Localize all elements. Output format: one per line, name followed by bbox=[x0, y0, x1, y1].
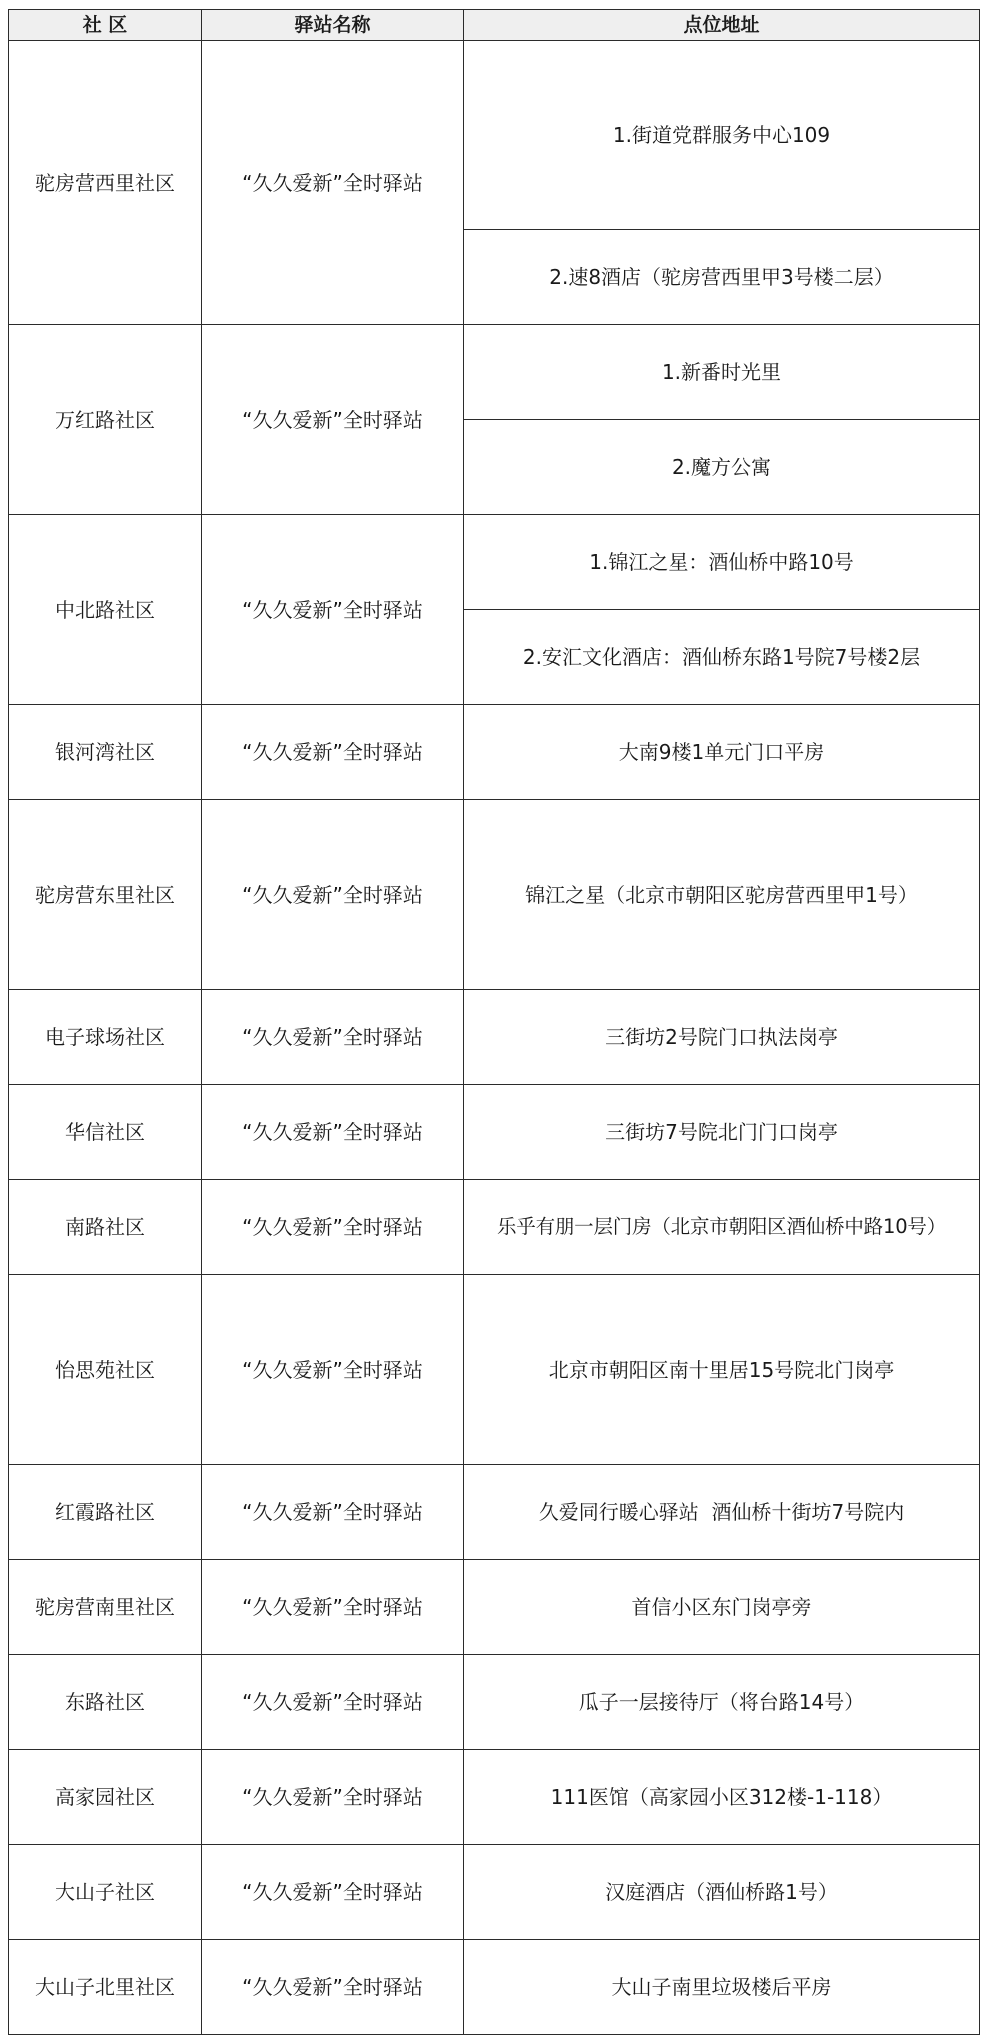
station-name-cell: “久久爱新”全时驿站 bbox=[202, 325, 464, 515]
address-cell: 1.锦江之星：酒仙桥中路10号 bbox=[464, 515, 980, 610]
address-cell: 111医馆（高家园小区312楼-1-118） bbox=[464, 1750, 980, 1845]
station-name-cell: “久久爱新”全时驿站 bbox=[202, 705, 464, 800]
community-cell: 中北路社区 bbox=[9, 515, 202, 705]
address-cell: 1.新番时光里 bbox=[464, 325, 980, 420]
header-address: 点位地址 bbox=[464, 10, 980, 41]
station-name-cell: “久久爱新”全时驿站 bbox=[202, 1275, 464, 1465]
station-name-cell: “久久爱新”全时驿站 bbox=[202, 1845, 464, 1940]
table-row bbox=[9, 1655, 980, 1750]
community-cell: 电子球场社区 bbox=[9, 990, 202, 1085]
address-cell: 汉庭酒店（酒仙桥路1号） bbox=[464, 1845, 980, 1940]
table-row bbox=[9, 800, 980, 990]
table-row bbox=[9, 1085, 980, 1180]
station-name-cell: “久久爱新”全时驿站 bbox=[202, 1560, 464, 1655]
station-name-cell: “久久爱新”全时驿站 bbox=[202, 1940, 464, 2035]
community-cell: 大山子社区 bbox=[9, 1845, 202, 1940]
community-cell: 高家园社区 bbox=[9, 1750, 202, 1845]
table-row bbox=[9, 1180, 980, 1275]
address-cell: 2.安汇文化酒店：酒仙桥东路1号院7号楼2层 bbox=[464, 610, 980, 705]
header-station-name: 驿站名称 bbox=[202, 10, 464, 41]
address-cell: 大山子南里垃圾楼后平房 bbox=[464, 1940, 980, 2035]
station-name-cell: “久久爱新”全时驿站 bbox=[202, 515, 464, 705]
table-row bbox=[9, 1275, 980, 1465]
station-name-cell: “久久爱新”全时驿站 bbox=[202, 41, 464, 325]
station-name-cell: “久久爱新”全时驿站 bbox=[202, 990, 464, 1085]
community-cell: 驼房营南里社区 bbox=[9, 1560, 202, 1655]
station-name-cell: “久久爱新”全时驿站 bbox=[202, 1465, 464, 1560]
address-cell: 2.速8酒店（驼房营西里甲3号楼二层） bbox=[464, 230, 980, 325]
community-cell: 怡思苑社区 bbox=[9, 1275, 202, 1465]
station-name-cell: “久久爱新”全时驿站 bbox=[202, 1085, 464, 1180]
community-cell: 南路社区 bbox=[9, 1180, 202, 1275]
station-name-cell: “久久爱新”全时驿站 bbox=[202, 1180, 464, 1275]
table-row bbox=[9, 325, 980, 420]
table-row bbox=[9, 515, 980, 610]
address-cell: 大南9楼1单元门口平房 bbox=[464, 705, 980, 800]
community-cell: 万红路社区 bbox=[9, 325, 202, 515]
table-row bbox=[9, 1465, 980, 1560]
address-cell: 久爱同行暖心驿站 酒仙桥十街坊7号院内 bbox=[464, 1465, 980, 1560]
table-row bbox=[9, 41, 980, 230]
table-row bbox=[9, 990, 980, 1085]
station-table bbox=[8, 9, 980, 2035]
table-row bbox=[9, 705, 980, 800]
address-cell: 锦江之星（北京市朝阳区驼房营西里甲1号） bbox=[464, 800, 980, 990]
address-cell: 2.魔方公寓 bbox=[464, 420, 980, 515]
station-name-cell: “久久爱新”全时驿站 bbox=[202, 1750, 464, 1845]
community-cell: 华信社区 bbox=[9, 1085, 202, 1180]
address-cell: 北京市朝阳区南十里居15号院北门岗亭 bbox=[464, 1275, 980, 1465]
station-name-cell: “久久爱新”全时驿站 bbox=[202, 1655, 464, 1750]
address-cell: 首信小区东门岗亭旁 bbox=[464, 1560, 980, 1655]
address-cell: 三街坊7号院北门门口岗亭 bbox=[464, 1085, 980, 1180]
community-cell: 大山子北里社区 bbox=[9, 1940, 202, 2035]
address-cell: 瓜子一层接待厅（将台路14号） bbox=[464, 1655, 980, 1750]
community-cell: 驼房营西里社区 bbox=[9, 41, 202, 325]
table-row bbox=[9, 1940, 980, 2035]
table-row bbox=[9, 1750, 980, 1845]
community-cell: 红霞路社区 bbox=[9, 1465, 202, 1560]
table-header-row bbox=[9, 10, 980, 41]
address-cell: 1.街道党群服务中心109 bbox=[464, 41, 980, 230]
station-name-cell: “久久爱新”全时驿站 bbox=[202, 800, 464, 990]
table-row bbox=[9, 1560, 980, 1655]
header-community: 社 区 bbox=[9, 10, 202, 41]
address-cell: 三街坊2号院门口执法岗亭 bbox=[464, 990, 980, 1085]
address-cell: 乐乎有朋一层门房（北京市朝阳区酒仙桥中路10号） bbox=[464, 1180, 980, 1275]
community-cell: 银河湾社区 bbox=[9, 705, 202, 800]
table-row bbox=[9, 1845, 980, 1940]
community-cell: 东路社区 bbox=[9, 1655, 202, 1750]
community-cell: 驼房营东里社区 bbox=[9, 800, 202, 990]
